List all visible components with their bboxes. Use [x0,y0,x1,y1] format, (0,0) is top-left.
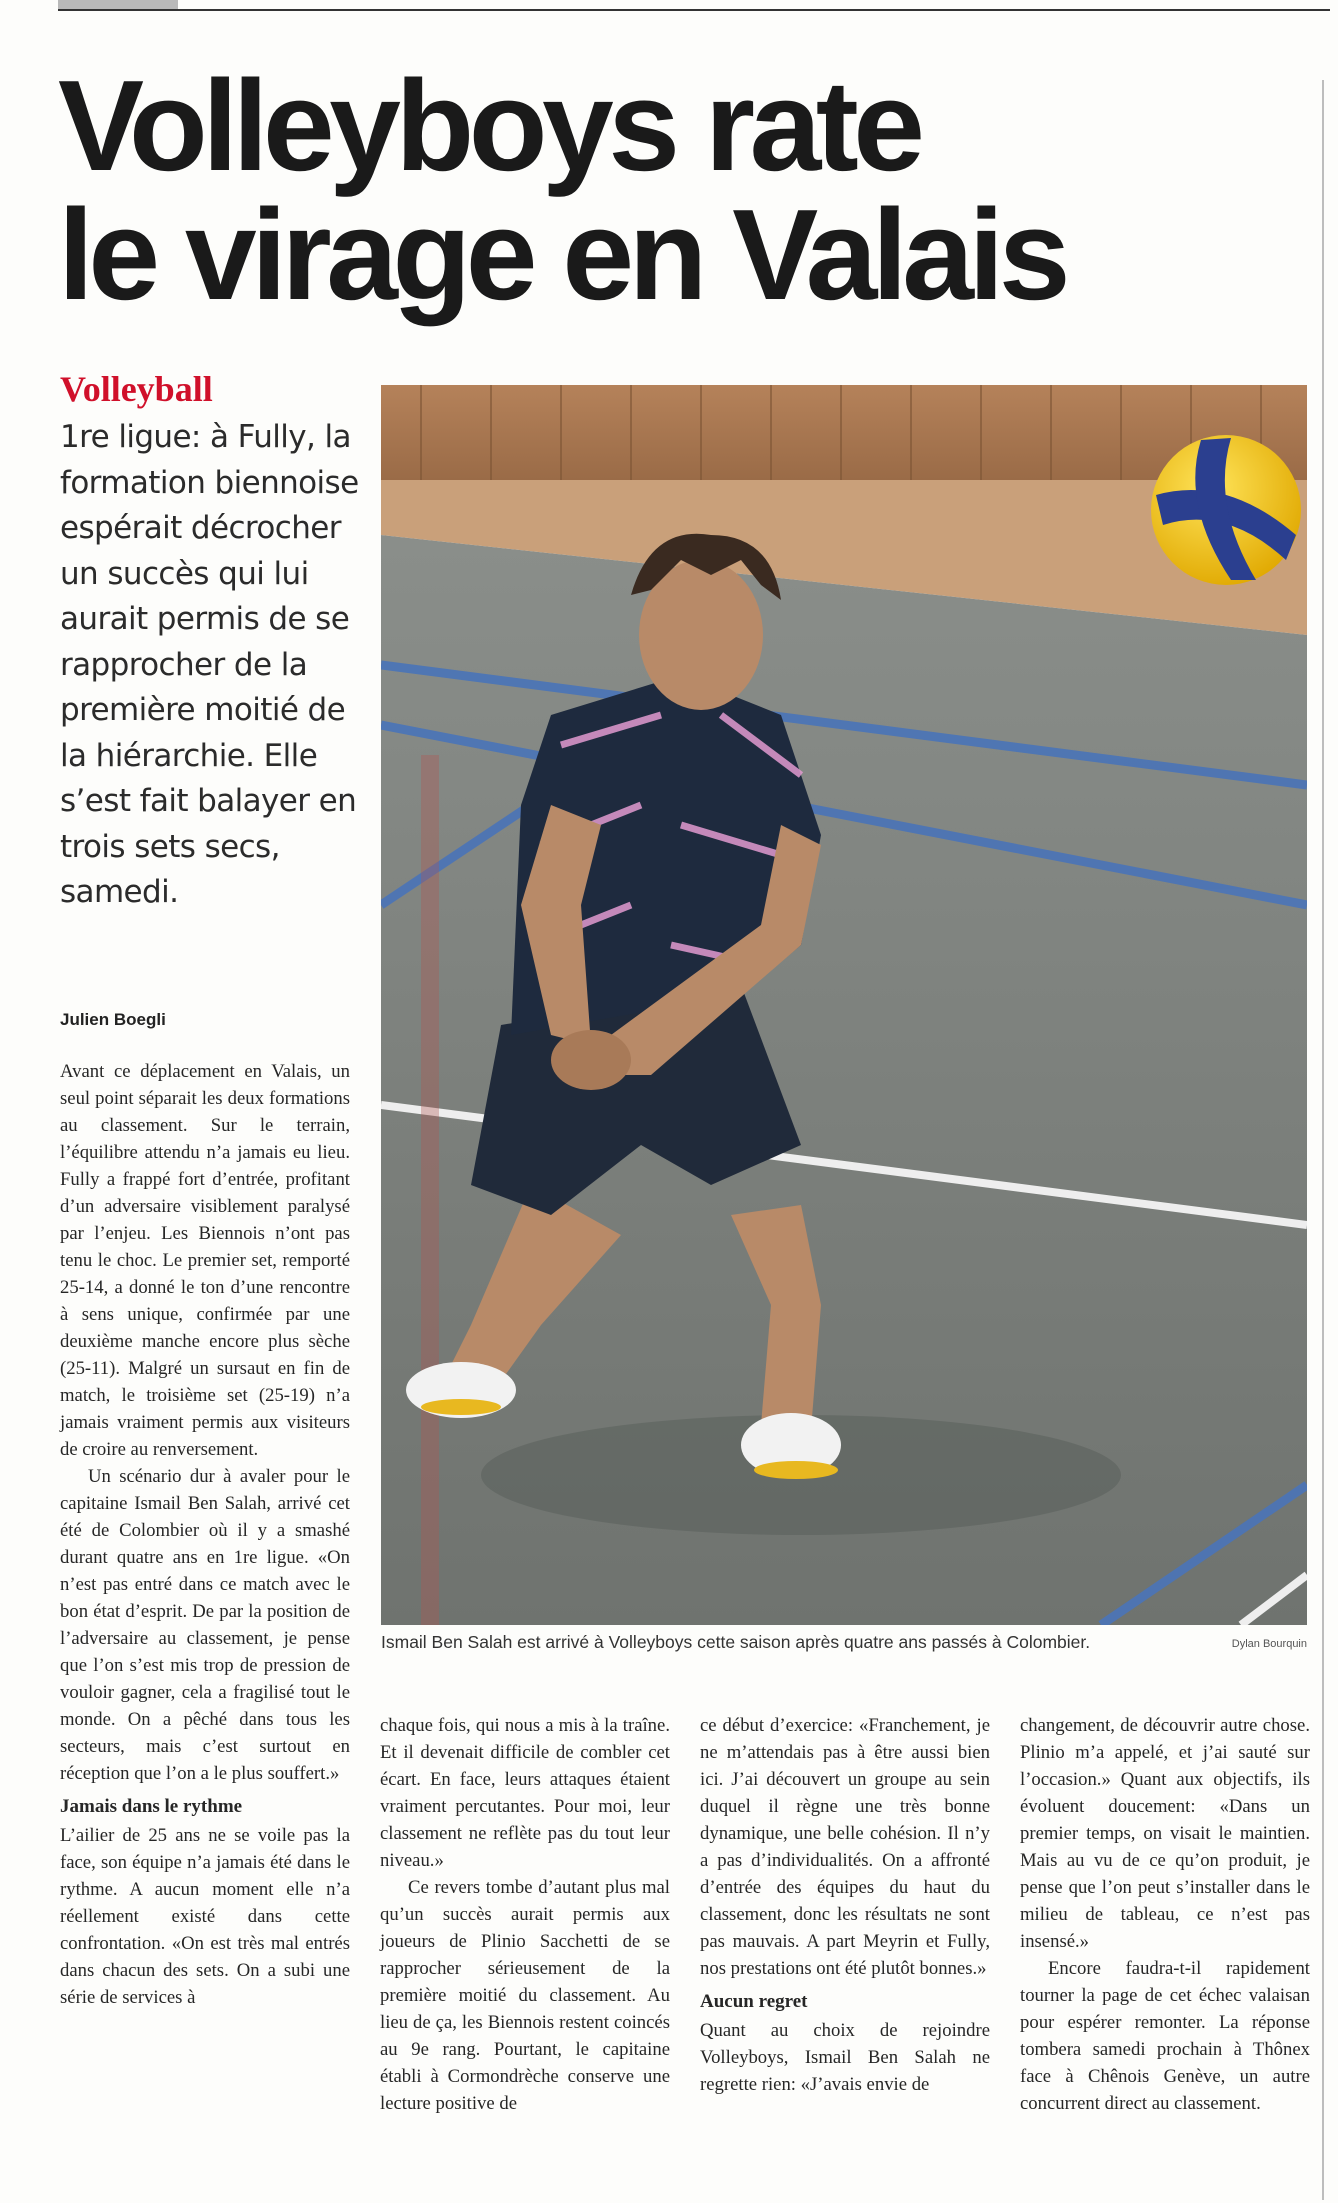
volleyball-player-photo [381,385,1307,1625]
body-paragraph: Encore faudra-t-il rapidement tourner la page de cet échec valaisan pour espérer remonter. La réponse tombera samedi prochain à Thônex face à Chênois Genève, un autre concurrent direct au classement. [1020,1958,1310,2114]
body-paragraph: L’ailier de 25 ans ne se voile pas la face, son équipe n’a jamais été dans le rythme. A aucun moment elle n’a réellement existé dans cette confrontation. «On est très mal entrés dans chacun des sets. On a subi une série de services à [60,1825,350,2008]
body-column-1 [60,1058,350,2011]
body-paragraph: Quant au choix de rejoindre Volleyboys, Ismail Ben Salah ne regrette rien: «J’avais envie de [700,2020,990,2095]
subheading: Jamais dans le rythme [60,1796,243,1817]
body-column-2 [380,1712,670,2117]
body-paragraph: Avant ce déplacement en Valais, un seul point séparait les deux formations au classement. Sur le terrain, l’équilibre attendu n’a jamais eu lieu. Fully a frappé fort d’entrée, profitant d’un adversaire visiblement paralysé par l’enjeu. Les Biennois n’ont pas tenu le choc. Le premier set, remporté 25-14, a donné le ton d’une rencontre à sens unique, confirmée par une deuxième manche encore plus sèche (25-11). Malgré un sursaut en fin de match, le troisième set (25-19) n’a jamais vraiment permis aux visiteurs de croire au renversement. [60,1061,350,1460]
column-rule [1322,80,1324,2200]
body-paragraph: ce début d’exercice: «Franchement, je ne m’attendais pas à être aussi bien ici. J’ai découvert un groupe au sein duquel il règne une très bonne dynamique, une belle cohésion. Il n’y a pas d’individualités. On a affronté d’entrée des équipes du haut du classement, donc les résultats ne sont pas mauvais. A part Meyrin et Fully, nos prestations ont été plutôt bonnes.» [700,1715,990,1979]
headline-line-2: le virage en Valais [58,183,1066,327]
headline [58,54,1258,327]
top-rule [58,9,1330,11]
body-column-4 [1020,1712,1310,2117]
photo-credit: Dylan Bourquin [1231,1638,1307,1650]
section-kicker: Volleyball [60,369,213,409]
body-paragraph: Ce revers tombe d’autant plus mal qu’un succès aurait permis aux joueurs de Plinio Sacchetti de se rapprocher sérieusement de la première moitié du classement. Au lieu de ça, les Biennois restent coincés au 9e rang. Pourtant, le capitaine établi à Cormondrèche conserve une lecture positive de [380,1877,670,2114]
body-paragraph: chaque fois, qui nous a mis à la traîne. Et il devenait difficile de combler cet écart. En face, leurs attaques étaient vraiment percutantes. Pour moi, leur classement ne reflète pas du tout leur niveau.» [380,1715,670,1871]
lead-paragraph: 1re ligue: à Fully, la formation biennoise espérait décrocher un succès qui lui aurait permis de se rapprocher de la première moitié de la hiérarchie. Elle s’est fait balayer en trois sets secs, samedi. [60,419,359,910]
subheading: Aucun regret [700,1991,808,2012]
top-accent [58,0,178,9]
body-paragraph: Un scénario dur à avaler pour le capitaine Ismail Ben Salah, arrivé cet été de Colombier où il y a smashé durant quatre ans en 1re ligue. «On n’est pas entré dans ce match avec le bon état d’esprit. De par la position de l’adversaire au classement, je pense que l’on s’est mis trop de pression de vouloir gagner, cela a fragilisé tout le monde. On a pêché dans tous les secteurs, mais c’est surtout en réception que l’on a le plus souffert.» [60,1466,350,1784]
photo-caption: Ismail Ben Salah est arrivé à Volleyboys cette saison après quatre ans passés à Colombier. [381,1632,1091,1652]
headline-line-1: Volleyboys rate [58,54,920,198]
author-byline: Julien Boegli [60,1010,166,1029]
body-paragraph: changement, de découvrir autre chose. Plinio m’a appelé, et j’ai sauté sur l’occasion.» Quant aux objectifs, ils évoluent doucement: «Dans un premier temps, on visait le maintien. Mais au vu de ce qu’on produit, je pense que l’on peut s’installer dans le milieu de tableau, ce n’est pas insensé.» [1020,1715,1310,1952]
body-column-3 [700,1712,990,2098]
article-photo [381,385,1307,1625]
